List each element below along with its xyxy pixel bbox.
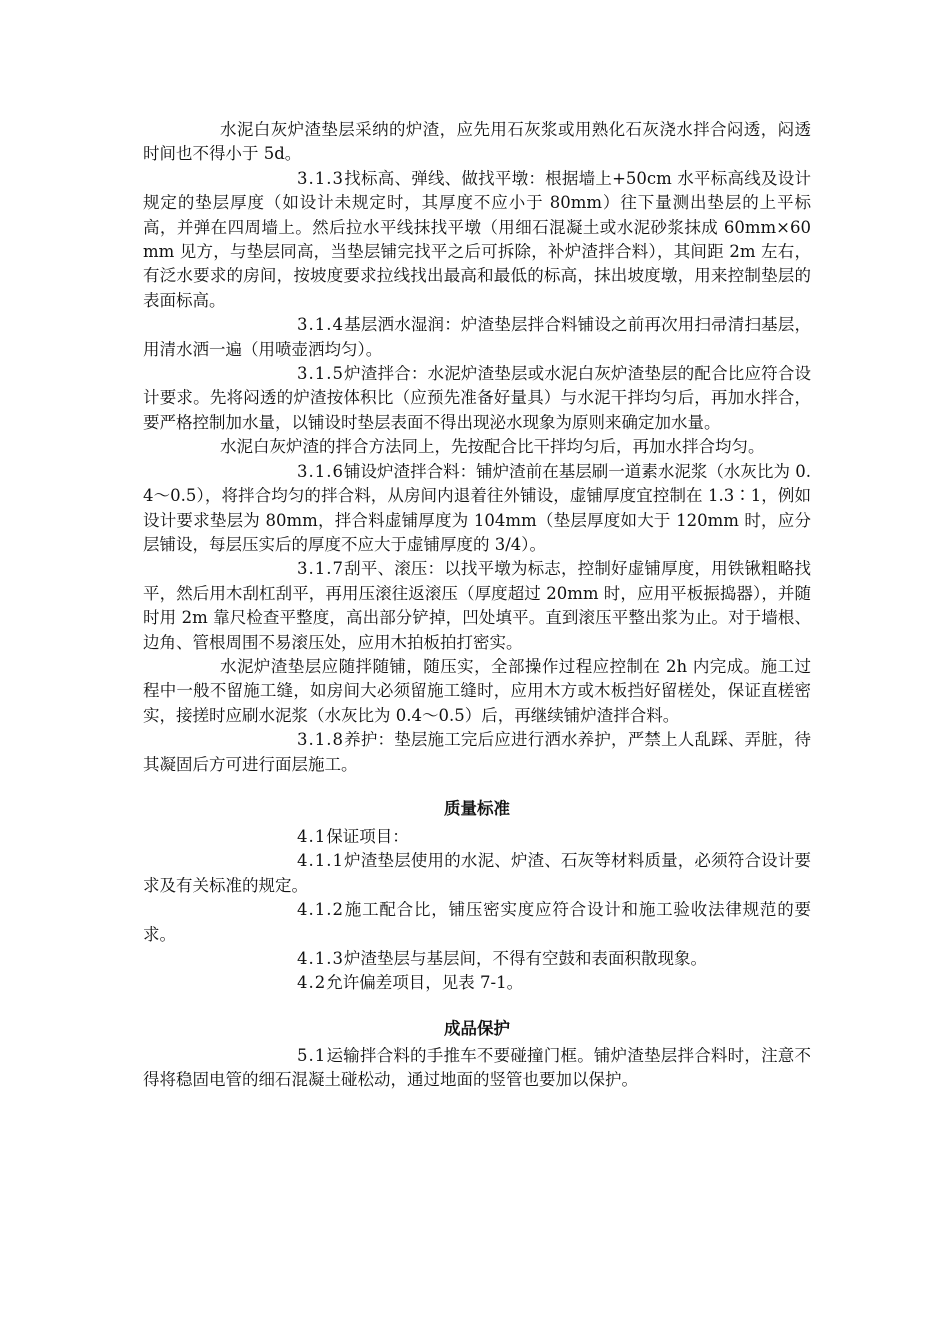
paragraph-3-1-6 <box>143 460 811 558</box>
clause-number: 3.1.8 <box>297 730 344 750</box>
paragraph-4-1-2 <box>143 898 811 947</box>
paragraph-text: 保证项目： <box>326 826 409 846</box>
paragraph-text: 铺设炉渣拌合料：铺炉渣前在基层刷一道素水泥浆（水灰比为 0.4～0.5），将拌合均匀的拌合料，从房间内退着往外铺设，虚铺厚度宜控制在 1.3∶1，例如设计要求垫层为 80mm，拌合料虚铺厚度为 104mm（垫层厚度如大于 120mm 时，应分层铺设，每层压实后的厚度不应大于虚铺厚度的 3/4）。 <box>143 461 811 554</box>
paragraph-text: 运输拌合料的手推车不要碰撞门框。铺炉渣垫层拌合料时，注意不得将稳固电管的细石混凝土碰松动，通过地面的竖管也要加以保护。 <box>143 1045 811 1090</box>
paragraph-text: 水泥白灰炉渣的拌合方法同上，先按配合比干拌均匀后，再加水拌合均匀。 <box>220 437 765 457</box>
paragraph-3-1-7 <box>143 557 811 655</box>
section-heading-protection: 成品保护 <box>444 1018 510 1038</box>
paragraph-text: 水泥炉渣垫层应随拌随铺，随压实，全部操作过程应控制在 2h 内完成。施工过程中一般不留施工缝，如房间大必须留施工缝时，应用木方或木板挡好留槎处，保证直槎密实，接搓时应刷水泥浆（水灰比为 0.4～0.5）后，再继续铺炉渣拌合料。 <box>143 656 811 725</box>
paragraph-3-1-4 <box>143 313 811 362</box>
document-body <box>143 118 811 1093</box>
clause-number: 4.1.2 <box>297 900 344 920</box>
paragraph-4-1-3 <box>143 947 811 971</box>
clause-number: 4.1.1 <box>297 851 344 871</box>
paragraph-text: 允许偏差项目，见表 7-1。 <box>326 973 524 993</box>
section-heading-quality: 质量标准 <box>444 798 510 818</box>
paragraph-4-1 <box>143 825 811 849</box>
paragraph-4-1-1 <box>143 849 811 898</box>
paragraph-4-2 <box>143 971 811 995</box>
clause-number: 4.2 <box>297 973 327 993</box>
paragraph-text: 刮平、滚压：以找平墩为标志，控制好虚铺厚度，用铁锹粗略找平，然后用木刮杠刮平，再用压滚往返滚压（厚度超过 20mm 时，应用平板振捣器），并随时用 2m 靠尺检查平整度，高出部分铲掉，凹处填平。直到滚压平整出浆为止。对于墙根、边角、管根周围不易滚压处，应用木拍板拍打密实。 <box>143 559 811 652</box>
clause-number: 4.1.3 <box>297 949 344 968</box>
paragraph-text: 炉渣垫层使用的水泥、炉渣、石灰等材料质量，必须符合设计要求及有关标准的规定。 <box>143 851 811 895</box>
paragraph-ash-preparation <box>143 118 811 167</box>
paragraph-mixing-method <box>143 435 811 459</box>
paragraph-text: 基层洒水湿润：炉渣垫层拌合料铺设之前再次用扫帚清扫基层，用清水洒一遍（用喷壶洒均匀）。 <box>143 315 811 359</box>
paragraph-text: 养护：垫层施工完后应进行洒水养护，严禁上人乱踩、弄脏，待其凝固后方可进行面层施工。 <box>143 730 811 774</box>
paragraph-text: 炉渣垫层与基层间，不得有空鼓和表面积散现象。 <box>343 949 707 968</box>
clause-number: 4.1 <box>297 826 327 846</box>
clause-number: 3.1.3 <box>297 168 344 188</box>
clause-number: 5.1 <box>297 1045 327 1065</box>
paragraph-laying-rules <box>143 655 811 728</box>
clause-number: 3.1.7 <box>297 559 344 579</box>
paragraph-3-1-3 <box>143 167 811 313</box>
paragraph-text: 炉渣拌合：水泥炉渣垫层或水泥白灰炉渣垫层的配合比应符合设计要求。先将闷透的炉渣按体积比（应预先准备好量具）与水泥干拌均匀后，再加水拌合，要严格控制加水量，以铺设时垫层表面不得出现泌水现象为原则来确定加水量。 <box>143 364 811 432</box>
clause-number: 3.1.5 <box>297 364 344 384</box>
clause-number: 3.1.4 <box>297 315 344 335</box>
paragraph-text: 施工配合比，铺压密实度应符合设计和施工验收法律规范的要求。 <box>143 900 811 944</box>
paragraph-3-1-5 <box>143 362 811 435</box>
paragraph-text: 找标高、弹线、做找平墩：根据墙上+50cm 水平标高线及设计规定的垫层厚度（如设计未规定时，其厚度不应小于 80mm）往下量测出垫层的上平标高，并弹在四周墙上。然后拉水平线抹找平墩（用细石混凝土或水泥砂浆抹成 60mm×60mm 见方，与垫层同高，当垫层铺完找平之后可拆除，补炉渣拌合料），其间距 2m 左右，有泛水要求的房间，按坡度要求拉线找出最高和最低的标高，抹出坡度墩，用来控制垫层的表面标高。 <box>143 168 811 310</box>
paragraph-3-1-8 <box>143 728 811 777</box>
paragraph-5-1 <box>143 1044 811 1093</box>
clause-number: 3.1.6 <box>297 461 344 481</box>
paragraph-text: 水泥白灰炉渣垫层采纳的炉渣，应先用石灰浆或用熟化石灰浇水拌合闷透，闷透时间也不得小于 5d。 <box>143 120 811 164</box>
